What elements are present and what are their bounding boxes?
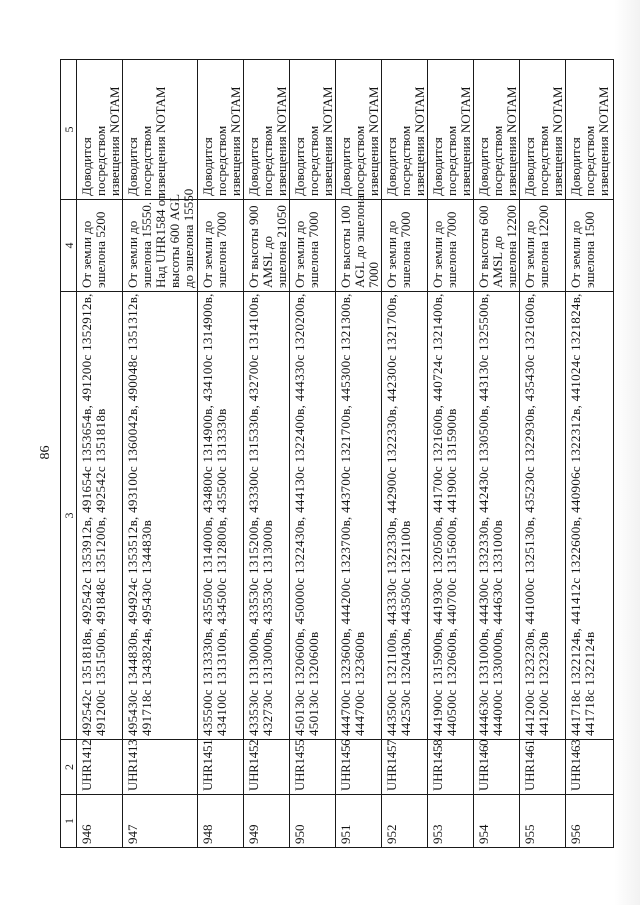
coordinates-cell — [77, 292, 123, 740]
row-number-cell — [382, 795, 428, 848]
coordinates-cell — [123, 292, 198, 740]
row-number-cell — [336, 795, 382, 848]
coordinates-line: 440500с 1320600в, 440700с 1315600в, 441900с 1315900в — [444, 408, 459, 736]
zone-code: UHR1451 — [200, 739, 215, 791]
vertical-limits-cell — [428, 200, 474, 292]
row-number: 956 — [568, 824, 583, 844]
coordinates-line: 444700с 1323600в — [352, 631, 367, 736]
coordinates-cell — [566, 292, 614, 740]
vertical-limits-cell — [198, 200, 244, 292]
table-row — [566, 60, 614, 848]
coordinates-line: 432730с 1313000в, 433530с 1313000в — [260, 519, 275, 736]
activation-note-line: посредством — [536, 125, 551, 196]
row-number-cell — [474, 795, 520, 848]
coordinates-line: 450130с 1320600в, 450000с 1322430в, 444130с 1322400в, 444330с 1320200в, — [292, 293, 307, 736]
activation-note-cell — [77, 60, 123, 200]
vertical-limits-line: От земли до — [568, 220, 583, 288]
vertical-limits-line: эшелона 7000 — [444, 211, 459, 288]
table-row — [123, 60, 198, 848]
vertical-limits-line: эшелона 12200 — [504, 205, 519, 288]
vertical-limits-line: эшелона 1500 — [582, 211, 597, 288]
zone-code: UHR1455 — [292, 739, 307, 791]
activation-note-line: посредством — [490, 125, 505, 196]
zone-code-cell — [428, 740, 474, 795]
activation-note-line: посредством — [444, 125, 459, 196]
zone-code-cell — [198, 740, 244, 795]
vertical-limits-line: Над UHR1584 от — [153, 194, 168, 288]
activation-note-line: извещения NOTAM — [504, 86, 519, 196]
coordinates-line: 441900с 1315900в, 441930с 1320500в, 441700с 1321600в, 440724с 1321400в, — [430, 293, 445, 736]
coordinates-line: 444630с 1331000в, 444300с 1332330в, 442430с 1330500в, 443130с 1325500в, — [476, 293, 491, 736]
coordinates-line: 441200с 1323230в, 441000с 1325130в, 435230с 1322930в, 435430с 1321600в, — [522, 293, 537, 736]
row-number-cell — [198, 795, 244, 848]
vertical-limits-cell — [244, 200, 290, 292]
row-number-cell — [244, 795, 290, 848]
vertical-limits-cell — [474, 200, 520, 292]
activation-note-cell — [428, 60, 474, 200]
zone-code-cell — [290, 740, 336, 795]
coordinates-line: 444000с 1330000в, 444630с 1331000в — [490, 519, 505, 736]
row-number-cell — [566, 795, 614, 848]
zone-code: UHR1413 — [125, 739, 140, 791]
coordinates-line: 435500с 1313330в, 435500с 1314000в, 434800с 1314900в, 434100с 1314900в, — [200, 293, 215, 736]
coordinates-cell — [520, 292, 566, 740]
coordinates-line: 434100с 1313100в, 434500с 1312800в, 435500с 1313330в — [214, 408, 229, 736]
row-number-cell — [77, 795, 123, 848]
row-number-cell — [428, 795, 474, 848]
coordinates-line: 433530с 1313000в, 433530с 1315200в, 433300с 1315330в, 432700с 1314100в, — [246, 293, 261, 736]
zone-code-cell — [123, 740, 198, 795]
row-number-cell — [123, 795, 198, 848]
activation-note-line: извещения NOTAM — [153, 86, 168, 196]
activation-note-line: Доводится — [125, 137, 140, 196]
vertical-limits-line: От земли до — [200, 220, 215, 288]
coordinates-line: 441718с 1322124в, 441412с 1322600в, 440906с 1322312в, 441024с 1321824в, — [568, 293, 583, 736]
table-row — [428, 60, 474, 848]
zone-code-cell — [520, 740, 566, 795]
vertical-limits-line: AMSL до — [490, 236, 505, 288]
column-header-1: 1 — [61, 795, 77, 848]
vertical-limits-cell — [336, 195, 382, 292]
coordinates-cell — [474, 292, 520, 740]
coordinates-cell — [336, 292, 382, 740]
activation-note-cell — [198, 60, 244, 200]
vertical-limits-line: эшелона 12200 — [536, 205, 551, 288]
vertical-limits-cell — [77, 200, 123, 292]
table-row — [77, 60, 123, 848]
page-number: 86 — [38, 445, 53, 460]
activation-note-line: посредством — [582, 125, 597, 196]
table-row — [290, 60, 336, 848]
zone-code: UHR1461 — [522, 739, 537, 791]
coordinates-line: 443500с 1321100в, 443330с 1322330в, 442900с 1322330в, 442300с 1321700в, — [384, 293, 399, 736]
activation-note-cell — [336, 60, 382, 200]
activation-note-line: Доводится — [79, 137, 94, 196]
vertical-limits-cell — [566, 200, 614, 292]
table-row — [520, 60, 566, 848]
row-number: 954 — [476, 824, 491, 844]
table-row — [336, 60, 382, 848]
vertical-limits-line: От высоты 900 — [246, 205, 261, 288]
activation-note-line: извещения NOTAM — [320, 86, 335, 196]
vertical-limits-line: От земли до — [125, 220, 140, 288]
zone-code-cell — [77, 740, 123, 795]
row-number: 946 — [79, 824, 94, 844]
zone-code-cell — [244, 740, 290, 795]
coordinates-cell — [198, 292, 244, 740]
activation-note-line: извещения NOTAM — [596, 86, 611, 196]
vertical-limits-line: От земли до — [384, 220, 399, 288]
activation-note-line: Доводится — [522, 137, 537, 196]
row-number: 948 — [200, 824, 215, 844]
vertical-limits-line: эшелона 7000 — [306, 211, 321, 288]
vertical-limits-cell — [123, 188, 198, 292]
row-number: 953 — [430, 824, 445, 844]
vertical-limits-line: эшелона 15550. — [139, 201, 154, 288]
activation-note-line: посредством — [139, 125, 154, 196]
coordinates-line: 442530с 1320430в, 443500с 1321100в — [398, 520, 413, 736]
activation-note-cell — [290, 60, 336, 200]
table-row — [198, 60, 244, 848]
vertical-limits-line: От земли до — [79, 220, 94, 288]
coordinates-line: 444700с 1323600в, 444200с 1323700в, 443700с 1321700в, 445300с 1321300в, — [338, 293, 353, 736]
vertical-limits-cell — [520, 200, 566, 292]
vertical-limits-cell — [382, 200, 428, 292]
activation-note-line: Доводится — [200, 137, 215, 196]
table-row — [244, 60, 290, 848]
activation-note-line: извещения NOTAM — [107, 86, 122, 196]
coordinates-cell — [290, 292, 336, 740]
zone-code: UHR1457 — [384, 739, 399, 791]
column-header-2: 2 — [61, 740, 77, 795]
activation-note-line: Доводится — [384, 137, 399, 196]
column-header-5: 5 — [61, 60, 77, 200]
activation-note-cell — [520, 60, 566, 200]
vertical-limits-line: От высоты 100 — [338, 205, 353, 288]
vertical-limits-line: AGL до эшелона — [352, 195, 367, 288]
coordinates-line: 491718с 1343824в, 495430с 1344830в — [139, 519, 154, 736]
activation-note-line: Доводится — [568, 137, 583, 196]
column-header-4: 4 — [61, 200, 77, 292]
coordinates-cell — [428, 292, 474, 740]
vertical-limits-line: От земли до — [522, 220, 537, 288]
coordinates-cell — [244, 292, 290, 740]
activation-note-line: извещения NOTAM — [228, 86, 243, 196]
airspace-table — [60, 59, 614, 848]
zone-code-cell — [474, 740, 520, 795]
activation-note-line: посредством — [260, 125, 275, 196]
table-row — [382, 60, 428, 848]
activation-note-line: посредством — [306, 125, 321, 196]
vertical-limits-line: эшелона 7000 — [398, 211, 413, 288]
vertical-limits-line: AMSL до — [260, 236, 275, 288]
activation-note-line: посредством — [352, 125, 367, 196]
coordinates-line: 441200с 1323230в — [536, 631, 551, 736]
activation-note-cell — [566, 60, 614, 200]
coordinates-line: 450130с 1320600в — [306, 631, 321, 736]
activation-note-line: Доводится — [476, 137, 491, 196]
row-number: 952 — [384, 824, 399, 844]
row-number: 947 — [125, 824, 140, 844]
activation-note-line: Доводится — [292, 137, 307, 196]
vertical-limits-line: эшелона 5200 — [93, 211, 108, 288]
row-number: 950 — [292, 824, 307, 844]
coordinates-line: 441718с 1322124в — [582, 631, 597, 736]
vertical-limits-line: 7000 — [366, 262, 381, 288]
vertical-limits-line: высоты 600 AGL — [167, 193, 182, 288]
zone-code: UHR1412 — [79, 739, 94, 791]
activation-note-line: извещения NOTAM — [274, 86, 289, 196]
zone-code: UHR1452 — [246, 739, 261, 791]
coordinates-cell — [382, 292, 428, 740]
activation-note-line: извещения NOTAM — [458, 86, 473, 196]
row-number: 955 — [522, 824, 537, 844]
table-row — [474, 60, 520, 848]
activation-note-cell — [123, 60, 198, 200]
activation-note-cell — [474, 60, 520, 200]
table-body — [77, 60, 614, 848]
activation-note-line: извещения NOTAM — [412, 86, 427, 196]
vertical-limits-line: От земли до — [430, 220, 445, 288]
row-number-cell — [520, 795, 566, 848]
row-number-cell — [290, 795, 336, 848]
column-header-3: 3 — [61, 292, 77, 740]
header-row — [61, 60, 77, 848]
zone-code: UHR1463 — [568, 739, 583, 791]
zone-code: UHR1456 — [338, 739, 353, 791]
zone-code-cell — [382, 740, 428, 795]
activation-note-line: посредством — [214, 125, 229, 196]
zone-code-cell — [566, 740, 614, 795]
activation-note-cell — [382, 60, 428, 200]
coordinates-line: 491200с 1351500в, 491848с 1351200в, 492542с 1351818в — [93, 408, 108, 736]
activation-note-line: Доводится — [338, 137, 353, 196]
zone-code: UHR1460 — [476, 739, 491, 791]
coordinates-line: 492542с 1351818в, 492542с 1353912в, 491654с 1353654в, 491200с 1352912в, — [79, 293, 94, 736]
activation-note-line: посредством — [93, 125, 108, 196]
row-number: 949 — [246, 824, 261, 844]
vertical-limits-cell — [290, 200, 336, 292]
activation-note-line: Доводится — [246, 137, 261, 196]
vertical-limits-line: От высоты 600 — [476, 205, 491, 288]
coordinates-line: 495430с 1344830в, 494924с 1353512в, 493100с 1360042в, 490048с 1351312в, — [125, 293, 140, 736]
activation-note-cell — [244, 60, 290, 200]
vertical-limits-line: От земли до — [292, 220, 307, 288]
vertical-limits-line: эшелона 7000 — [214, 211, 229, 288]
vertical-limits-line: эшелона 21050 — [274, 205, 289, 288]
activation-note-line: посредством — [398, 125, 413, 196]
zone-code: UHR1458 — [430, 739, 445, 791]
activation-note-line: извещения NOTAM — [550, 86, 565, 196]
activation-note-line: извещения NOTAM — [366, 86, 381, 196]
vertical-limits-line: до эшелона 15550 — [181, 188, 196, 288]
row-number: 951 — [338, 824, 353, 844]
activation-note-line: Доводится — [430, 137, 445, 196]
zone-code-cell — [336, 740, 382, 795]
